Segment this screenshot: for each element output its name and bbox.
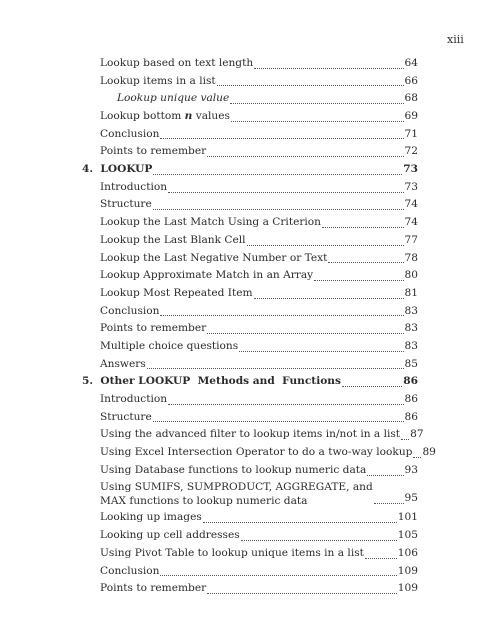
- toc-entry[interactable]: [82, 232, 418, 250]
- toc-entry-title: Using Pivot Table to lookup unique items in a list: [100, 546, 364, 559]
- toc-entry[interactable]: [82, 197, 418, 215]
- toc-entry-title: [100, 480, 373, 510]
- toc-entry-title: Lookup the Last Match Using a Criterion: [100, 216, 321, 229]
- toc-entry-title-post: values: [192, 110, 230, 123]
- toc-entry-page: 74: [404, 216, 418, 229]
- toc-entry[interactable]: [82, 320, 418, 338]
- dot-leader: [247, 245, 404, 246]
- toc-entry-page: 109: [397, 582, 418, 595]
- toc-entry[interactable]: [82, 267, 418, 285]
- toc-entry[interactable]: [82, 143, 418, 161]
- toc-entry-page: 106: [397, 546, 418, 559]
- dot-leader: [241, 540, 397, 541]
- toc-entry-page: 101: [397, 511, 418, 524]
- toc-entry-page: 69: [404, 110, 418, 123]
- toc-entry-title: Looking up images: [100, 511, 202, 524]
- toc-entry[interactable]: [82, 303, 418, 321]
- toc-entry-title: Introduction: [100, 180, 168, 193]
- toc-entry-title: Lookup the Last Negative Number or Text: [100, 251, 328, 264]
- toc-entry-page: 83: [404, 322, 418, 335]
- toc-entry[interactable]: [82, 55, 418, 73]
- toc-entry-title: Lookup based on text length: [100, 56, 254, 69]
- toc-entry-page: 83: [404, 339, 418, 352]
- toc-entry-title: Structure: [100, 198, 152, 211]
- dot-leader: [367, 475, 403, 476]
- toc-entry-page: 68: [404, 92, 418, 105]
- toc-entry-title: Points to remember: [100, 322, 207, 335]
- dot-leader: [207, 593, 397, 594]
- toc-entry-title-pre: Lookup bottom: [100, 110, 185, 123]
- toc-entry-title: Structure: [100, 410, 152, 423]
- dot-leader: [160, 575, 396, 576]
- dot-leader: [207, 333, 403, 334]
- toc-entry-page: 71: [404, 127, 418, 140]
- dot-leader: [413, 457, 421, 458]
- toc-entry[interactable]: [82, 527, 418, 545]
- dot-leader: [160, 138, 403, 139]
- dot-leader: [203, 522, 397, 523]
- toc-entry[interactable]: [82, 126, 418, 144]
- toc-entry-title: Points to remember: [100, 582, 207, 595]
- toc-entry-page: 86: [404, 410, 418, 423]
- toc-entry[interactable]: [82, 338, 418, 356]
- toc-entry-page: 78: [404, 251, 418, 264]
- table-of-contents: [82, 55, 436, 598]
- dot-leader: [231, 121, 404, 122]
- page-number: xiii: [447, 33, 464, 46]
- toc-chapter-page: 73: [403, 163, 418, 176]
- toc-entry-title: [100, 108, 230, 126]
- toc-entry-page: 109: [397, 564, 418, 577]
- toc-entry[interactable]: [82, 285, 418, 303]
- dot-leader: [230, 103, 403, 104]
- toc-chapter[interactable]: [82, 161, 418, 179]
- dot-leader: [217, 85, 404, 86]
- toc-entry[interactable]: [82, 545, 418, 563]
- toc-entry-page: 74: [404, 198, 418, 211]
- toc-entry[interactable]: [82, 356, 418, 374]
- dot-leader: [239, 351, 403, 352]
- toc-entry[interactable]: [82, 409, 418, 427]
- toc-entry[interactable]: [82, 444, 436, 462]
- toc-entry-title: Looking up cell addresses: [100, 529, 240, 542]
- toc-entry-title: Lookup the Last Blank Cell: [100, 233, 246, 246]
- toc-entry-title: Using Excel Intersection Operator to do a two-way lookup: [100, 446, 413, 459]
- toc-entry-page: 89: [422, 446, 436, 459]
- toc-entry-page: 66: [404, 74, 418, 87]
- toc-entry-title: Using Database functions to lookup numeric data: [100, 463, 367, 476]
- toc-entry[interactable]: [82, 391, 418, 409]
- dot-leader: [314, 280, 403, 281]
- dot-leader: [322, 227, 404, 228]
- dot-leader: [153, 174, 402, 175]
- toc-chapter[interactable]: [82, 373, 418, 391]
- dot-leader: [328, 262, 403, 263]
- toc-entry-page: 95: [404, 491, 418, 504]
- toc-entry-title-line1: Using SUMIFS, SUMPRODUCT, AGGREGATE, and: [100, 480, 373, 493]
- toc-entry-page: 105: [397, 529, 418, 542]
- toc-entry[interactable]: [82, 510, 418, 528]
- toc-entry-title: Conclusion: [100, 564, 160, 577]
- toc-entry-title: Using the advanced filter to lookup items in/not in a list: [100, 428, 401, 441]
- toc-entry[interactable]: [82, 90, 418, 108]
- toc-entry-page: 72: [404, 145, 418, 158]
- dot-leader: [254, 68, 403, 69]
- dot-leader: [342, 386, 402, 387]
- toc-entry[interactable]: [82, 580, 418, 598]
- toc-entry[interactable]: [82, 426, 424, 444]
- dot-leader: [160, 315, 403, 316]
- toc-entry-title: Points to remember: [100, 145, 207, 158]
- dot-leader: [168, 192, 403, 193]
- dot-leader: [207, 156, 403, 157]
- dot-leader: [365, 558, 397, 559]
- toc-entry-title: Answers: [100, 357, 146, 370]
- toc-chapter-page: 86: [403, 375, 418, 388]
- dot-leader: [254, 298, 404, 299]
- toc-entry-page: 87: [410, 428, 424, 441]
- toc-entry-title: Conclusion: [100, 304, 160, 317]
- toc-entry-title: Lookup items in a list: [100, 74, 216, 87]
- toc-entry-title: Lookup unique value: [117, 92, 230, 105]
- dot-leader: [147, 368, 404, 369]
- dot-leader: [401, 439, 409, 440]
- toc-entry-page: 86: [404, 393, 418, 406]
- toc-entry-page: 80: [404, 269, 418, 282]
- dot-leader: [153, 421, 404, 422]
- toc-entry-title-line2: MAX functions to lookup numeric data: [100, 494, 308, 507]
- toc-entry-page: 77: [404, 233, 418, 246]
- toc-entry[interactable]: [82, 462, 418, 480]
- toc-entry-title: Multiple choice questions: [100, 339, 239, 352]
- toc-chapter-title: 4. LOOKUP: [82, 163, 153, 176]
- dot-leader: [153, 209, 404, 210]
- toc-entry-page: 83: [404, 304, 418, 317]
- dot-leader: [168, 404, 403, 405]
- toc-entry[interactable]: [82, 73, 418, 91]
- toc-entry[interactable]: [82, 250, 418, 268]
- toc-entry-title: Conclusion: [100, 127, 160, 140]
- toc-entry-title: Lookup Approximate Match in an Array: [100, 269, 314, 282]
- toc-entry-page: 73: [404, 180, 418, 193]
- toc-entry[interactable]: [82, 563, 418, 581]
- toc-chapter-title: 5. Other LOOKUP Methods and Functions: [82, 375, 341, 388]
- toc-entry[interactable]: [82, 179, 418, 197]
- toc-entry-page: 85: [404, 357, 418, 370]
- toc-entry[interactable]: [82, 108, 418, 126]
- dot-leader: [374, 503, 404, 504]
- toc-entry-title: Introduction: [100, 393, 168, 406]
- toc-entry-title: Lookup Most Repeated Item: [100, 286, 253, 299]
- toc-entry-page: 81: [404, 286, 418, 299]
- toc-entry-page: 64: [404, 56, 418, 69]
- toc-entry-page: 93: [404, 463, 418, 476]
- toc-entry-title-em: n: [184, 110, 193, 123]
- toc-entry[interactable]: [82, 214, 418, 232]
- toc-entry-multiline[interactable]: [82, 480, 418, 510]
